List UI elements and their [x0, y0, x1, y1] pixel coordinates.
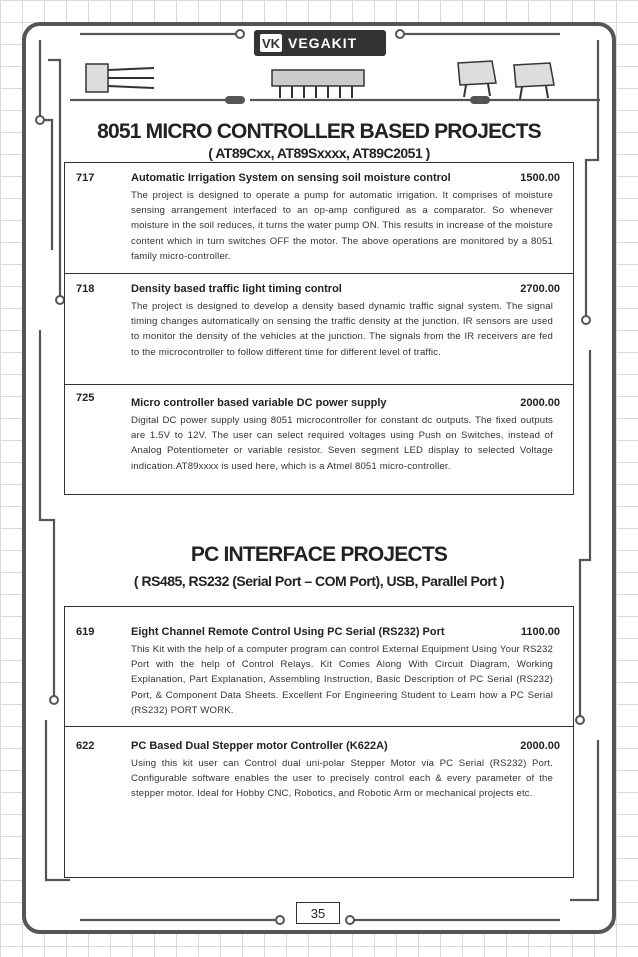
project-header [131, 283, 560, 295]
project-description: The project is designed to develop a density based dynamic traffic signal system. The signal timing changes automatically on sensing the traffic density at the junction. IR sensors are used to monitor the density of the vehicles at the junction. The signals from the IR receivers are fed to the microcontroller to follow different time for different level of traffic. [131, 301, 553, 358]
project-header [131, 740, 560, 752]
section-subtitle-8051: ( AT89Cxx, AT89Sxxxx, AT89C2051 ) [208, 145, 430, 161]
project-title: PC Based Dual Stepper motor Controller (K622A) [131, 740, 388, 752]
project-title: Density based traffic light timing control [131, 283, 342, 295]
project-title: Automatic Irrigation System on sensing soil moisture control [131, 172, 451, 184]
project-title: Micro controller based variable DC power supply [131, 397, 387, 409]
project-code: 718 [76, 283, 95, 295]
brand-logo [254, 30, 386, 56]
section-title-8051: 8051 MICRO CONTROLLER BASED PROJECTS [97, 120, 541, 143]
page-number: 35 [296, 902, 340, 924]
project-row [65, 727, 573, 876]
project-list-8051 [64, 162, 574, 495]
project-description: Using this kit user can Control dual uni-polar Stepper Motor via PC Serial (RS232) Port. Configurable software enables the user to precisely control each & every parameter of the stepper motor. Ideal for Hobby CNC, Robotics, and Robotic Arm or mechanical projects etc. [131, 758, 553, 800]
brand-name: VEGAKIT [288, 35, 358, 51]
smd-transistor-icon [452, 55, 562, 101]
project-code: 622 [76, 740, 95, 752]
project-price: 2000.00 [520, 397, 560, 409]
project-price: 2700.00 [520, 283, 560, 295]
ic-chip-icon [264, 62, 374, 102]
project-code: 619 [76, 626, 95, 638]
project-header [131, 397, 560, 409]
project-description: This Kit with the help of a computer program can control External Equipment Using Your RS232 Port with the help of Control Relays. Kit Comes Along With Circuit Diagram, Working Explanation, Part Explanation, Assembling Instruction, Basic Description of PC Serial (RS232) Port, & Component Data Sheets. Excellent For Engineering Student to Learn how a PC Serial (RS232) PORT WORK. [131, 644, 553, 716]
project-price: 2000.00 [520, 740, 560, 752]
transistor-icon [78, 58, 158, 98]
project-description: Digital DC power supply using 8051 microcontroller for constant dc outputs. The fixed outputs are 1.5V to 12V. The user can select required voltages using Push on Switches, instead of Analog Potentiometer or variable resistor. Seven segment LED display to selected Voltage indication.AT89xxxx is used here, which is a Atmel 8051 micro-controller. [131, 415, 553, 472]
project-code: 717 [76, 172, 95, 184]
section-title-pc-interface: PC INTERFACE PROJECTS [190, 543, 448, 566]
project-header [131, 626, 560, 638]
project-list-pc-interface [64, 606, 574, 878]
project-code: 725 [76, 392, 95, 404]
project-row [65, 274, 573, 385]
project-row [65, 163, 573, 274]
project-description: The project is designed to operate a pump for automatic irrigation. It comprises of moisture sensing arrangement interfaced to an op-amp configured as a comparator. So whenever moisture in the soil reduces, it turns the water pump ON. This results in increase of the moisture content which in turn switches OFF the motor. The above operations are monitored by a 8051 family micro-controller. [131, 190, 553, 262]
project-title: Eight Channel Remote Control Using PC Serial (RS232) Port [131, 626, 445, 638]
project-row [65, 607, 573, 727]
project-header [131, 172, 560, 184]
section-subtitle-pc-interface: ( RS485, RS232 (Serial Port – COM Port), USB, Parallel Port ) [133, 573, 505, 589]
project-price: 1100.00 [520, 626, 560, 638]
project-row [65, 385, 573, 493]
project-price: 1500.00 [520, 172, 560, 184]
brand-mark: VK [261, 35, 281, 51]
